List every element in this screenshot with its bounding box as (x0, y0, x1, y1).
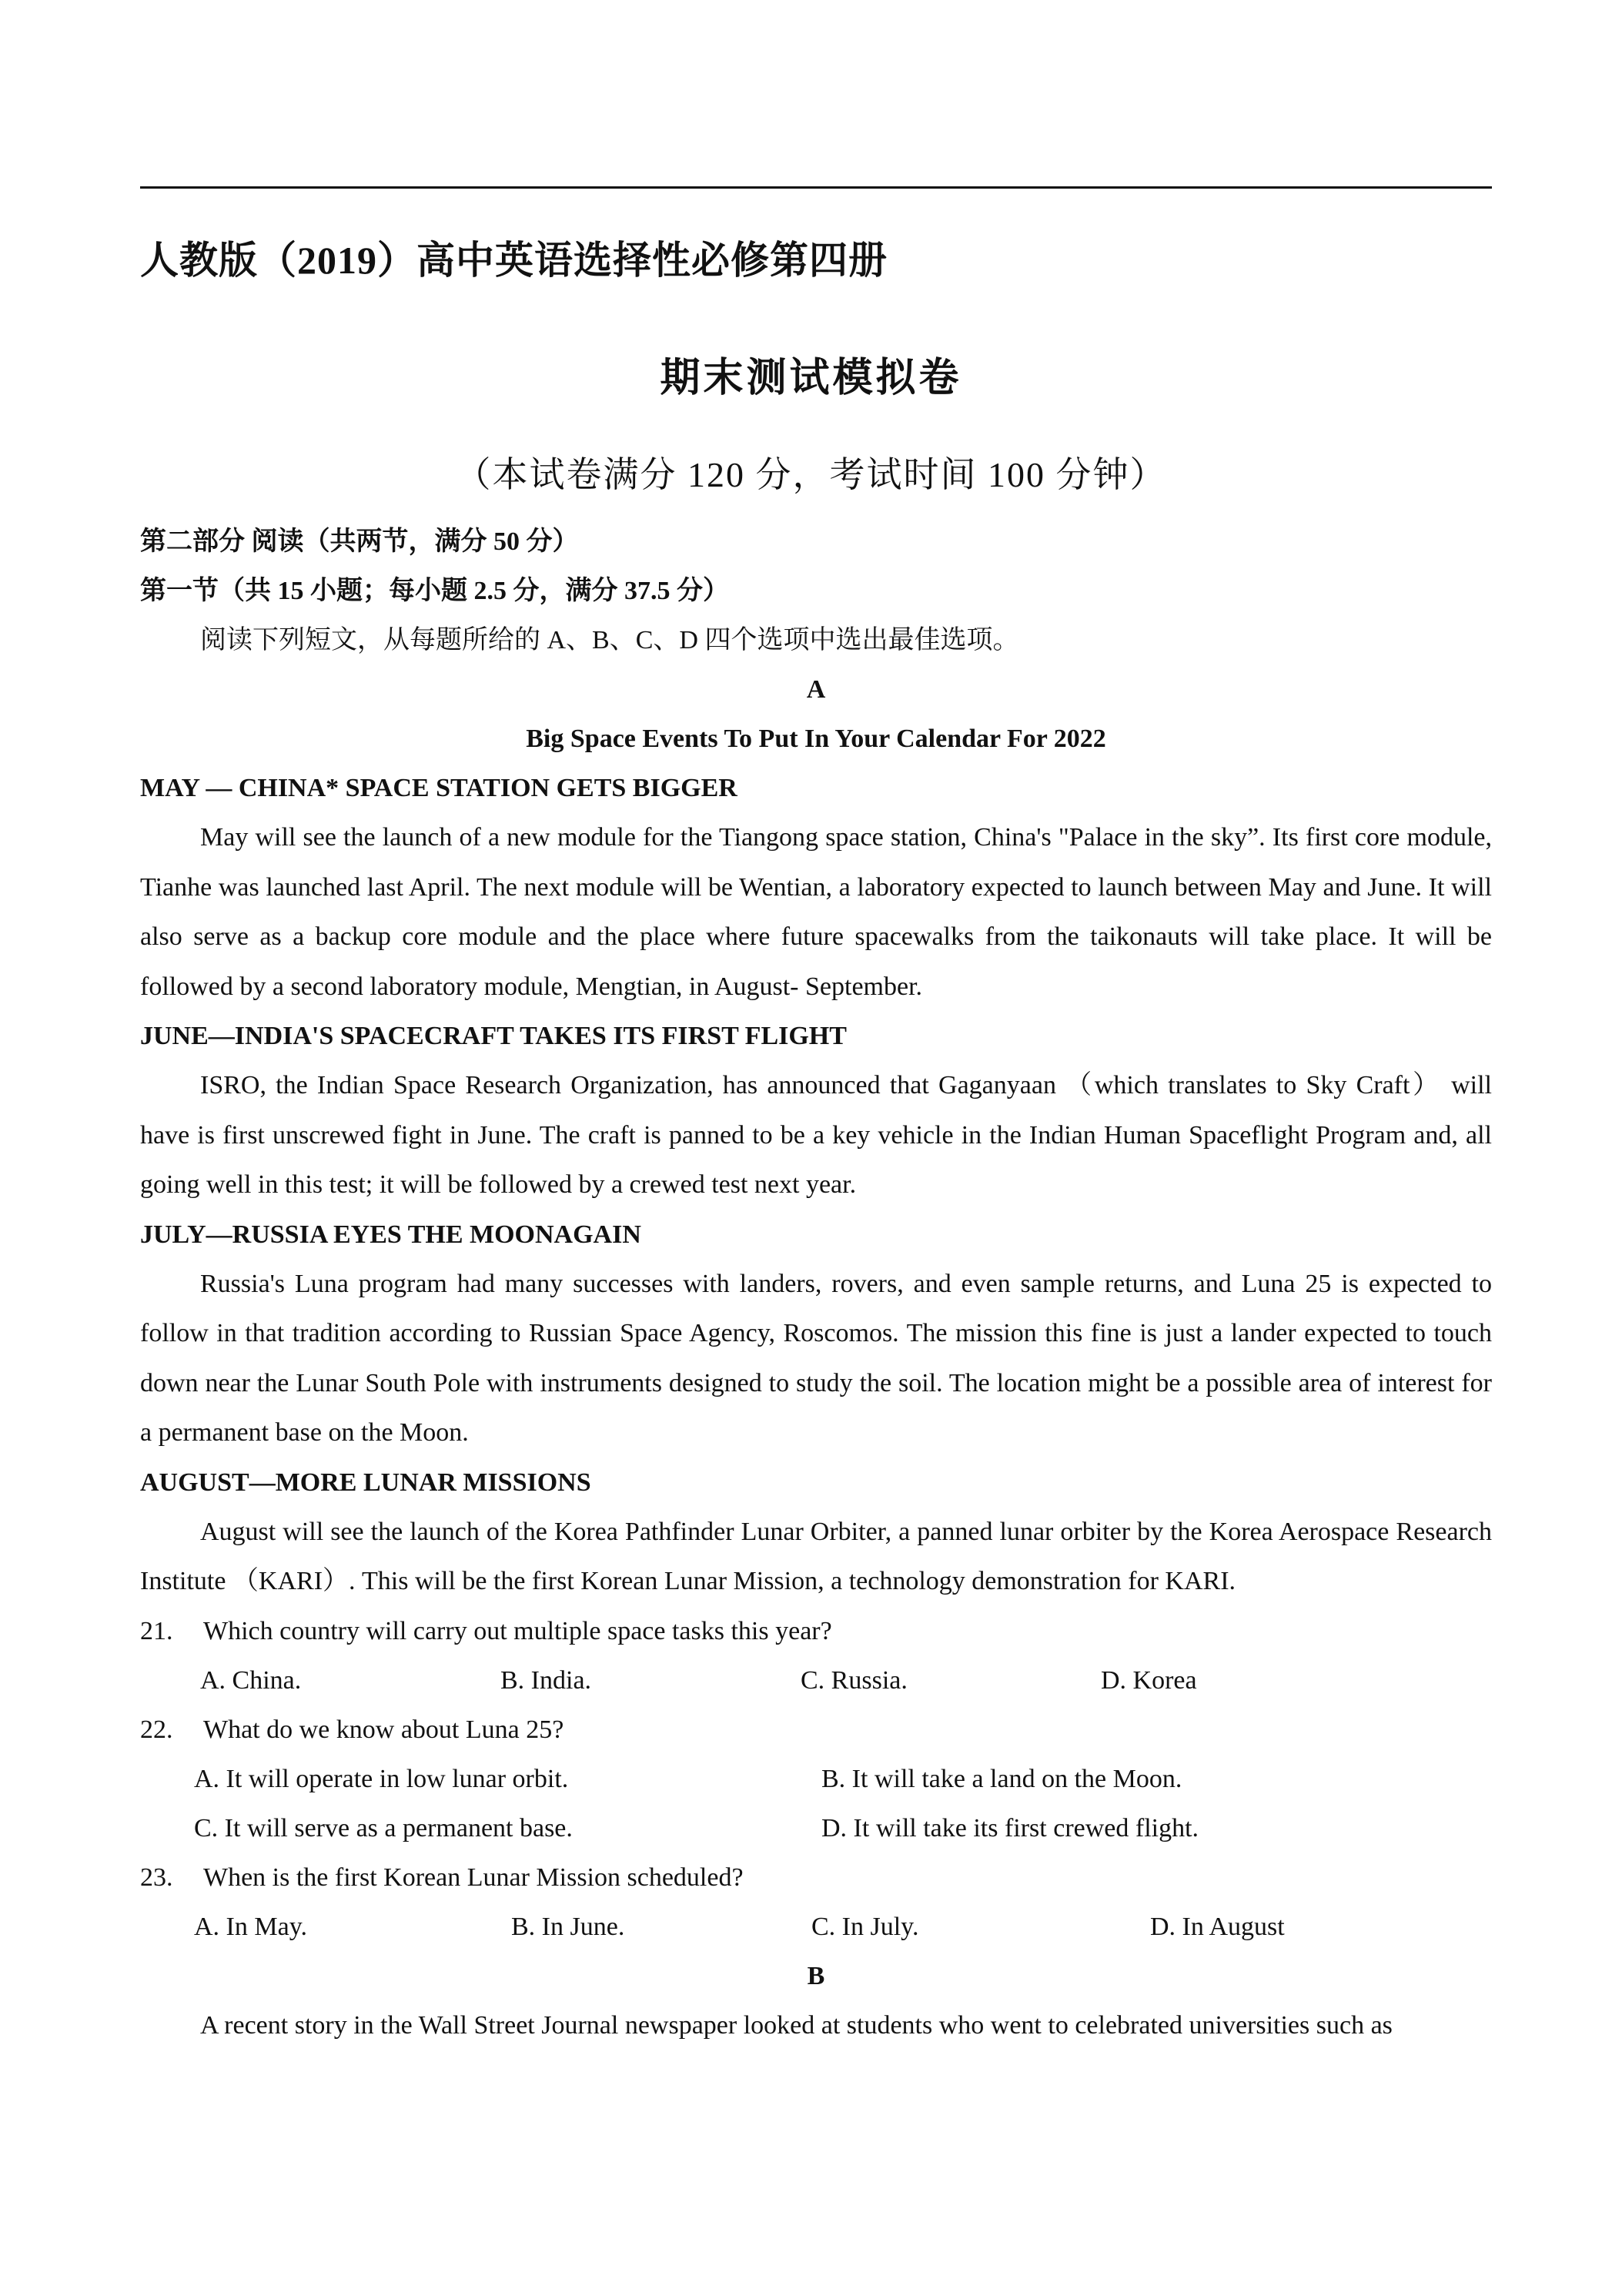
passage-b-first-line: A recent story in the Wall Street Journal newspaper looked at students who went to celebrated universities such as (200, 2010, 1393, 2040)
block-heading: JUNE—INDIA'S SPACECRAFT TAKES ITS FIRST FLIGHT (140, 1022, 847, 1050)
question-22 (140, 1705, 1492, 1853)
option-d: D. Korea (1101, 1665, 1197, 1695)
question-text: When is the first Korean Lunar Mission scheduled? (203, 1863, 744, 1892)
header-rule (140, 186, 1492, 189)
question-stem (140, 1853, 1492, 1903)
passage-block-july (140, 1210, 1492, 1458)
block-paragraph: Russia's Luna program had many successes with landers, rovers, and even sample returns, and Luna 25 is expected to follow in that tradition according to Russian Space Agency, Roscomos. The mission this fine is just a lander expected to touch down near the Lunar South Pole with instruments designed to study the soil. The location might be a possible area of interest for a permanent base on the Moon. (140, 1269, 1492, 1447)
passage-b-letter: B (807, 1961, 825, 1990)
exam-content (140, 517, 1492, 2050)
passage-block-august (140, 1458, 1492, 1607)
option-c: C. Russia. (801, 1665, 908, 1695)
question-21 (140, 1607, 1492, 1705)
question-options (140, 1656, 1492, 1705)
question-options (140, 1903, 1492, 1952)
option-b: B. In June. (511, 1912, 625, 1941)
block-heading: MAY — CHINA* SPACE STATION GETS BIGGER (140, 774, 737, 802)
section-part-heading: 第二部分 阅读（共两节，满分 50 分） (140, 527, 579, 556)
question-23 (140, 1853, 1492, 1952)
question-text: What do we know about Luna 25? (203, 1715, 564, 1744)
question-stem (140, 1705, 1492, 1755)
question-number: 23. (140, 1863, 173, 1892)
block-heading: AUGUST—MORE LUNAR MISSIONS (140, 1468, 591, 1497)
exam-subtitle: 期末测试模拟卷 (660, 356, 962, 400)
question-options-row-1 (140, 1755, 1492, 1804)
question-options-row-2 (140, 1804, 1492, 1853)
block-paragraph: August will see the launch of the Korea Pathfinder Lunar Orbiter, a panned lunar orbiter by the Korea Aerospace Research Institute （KARI）. This will be the first Korean Lunar Mission, a technology demonstration for KARI. (140, 1517, 1492, 1595)
question-text: Which country will carry out multiple space tasks this year? (203, 1616, 832, 1645)
option-b: B. India. (500, 1665, 592, 1695)
passage-a-title: Big Space Events To Put In Your Calendar For 2022 (526, 725, 1106, 753)
passage-block-june (140, 1012, 1492, 1210)
option-a: A. In May. (194, 1912, 307, 1941)
score-time-note: （本试卷满分 120 分，考试时间 100 分钟） (455, 455, 1167, 494)
option-a: A. It will operate in low lunar orbit. (194, 1764, 569, 1793)
option-d: D. In August (1150, 1912, 1285, 1941)
passage-a-letter: A (806, 675, 826, 704)
option-c: C. In July. (811, 1912, 919, 1941)
block-paragraph: May will see the launch of a new module for the Tiangong space station, China's "Palace in the sky”. Its first core module, Tianhe was launched last April. The next module will be Wentian, a laboratory expected to launch between May and June. It will also serve as a backup core module and the place where future spacewalks from the taikonauts will take place. It will be followed by a second laboratory module, Mengtian, in August- September. (140, 823, 1492, 1001)
option-b: B. It will take a land on the Moon. (821, 1764, 1182, 1793)
question-number: 22. (140, 1715, 173, 1744)
question-number: 21. (140, 1616, 173, 1645)
section-instruction: 阅读下列短文，从每题所给的 A、B、C、D 四个选项中选出最佳选项。 (200, 626, 1019, 654)
section-sub-heading: 第一节（共 15 小题；每小题 2.5 分，满分 37.5 分） (140, 577, 729, 605)
question-stem (140, 1607, 1492, 1656)
passage-block-may (140, 764, 1492, 1012)
block-paragraph: ISRO, the Indian Space Research Organization, has announced that Gaganyaan （which translates to Sky Craft） will have is first unscrewed fight in June. The craft is panned to be a key vehicle in the Indian Human Spaceflight Program and, all going well in this test; it will be followed by a crewed test next year. (140, 1071, 1492, 1199)
block-heading: JULY—RUSSIA EYES THE MOONAGAIN (140, 1220, 641, 1249)
option-a: A. China. (200, 1665, 302, 1695)
option-c: C. It will serve as a permanent base. (194, 1813, 573, 1842)
document-title: 人教版（2019）高中英语选择性必修第四册 (140, 239, 888, 282)
option-d: D. It will take its first crewed flight. (821, 1813, 1199, 1842)
